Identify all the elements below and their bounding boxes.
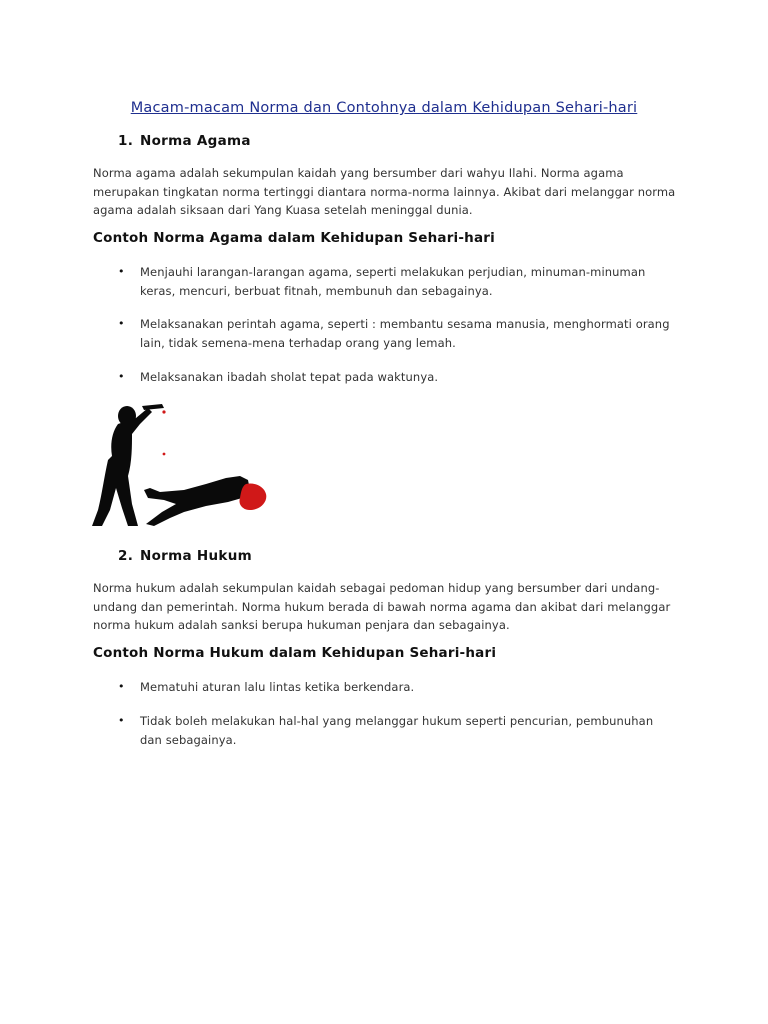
list-item: [118, 315, 678, 352]
paragraph-line: undang dan pemerintah. Norma hukum berada di bawah norma agama dan akibat dari melanggar: [93, 599, 671, 614]
bullet-icon: •: [118, 317, 125, 330]
list-item: [118, 678, 678, 697]
subheading-contoh-norma-agama: Contoh Norma Agama dalam Kehidupan Sehari-hari: [93, 230, 495, 246]
list-item-line: Melaksanakan perintah agama, seperti : membantu sesama manusia, menghormati orang: [140, 317, 670, 331]
section-number: 1.: [118, 133, 134, 149]
blood-splatter-icon: [239, 483, 266, 510]
list-item-line: keras, mencuri, berbuat fitnah, membunuh dan sebagainya.: [140, 283, 493, 298]
subheading-contoh-norma-hukum: Contoh Norma Hukum dalam Kehidupan Sehari-hari: [93, 645, 497, 661]
section-heading-text: Norma Agama: [140, 133, 251, 149]
list-item-line: lain, tidak semena-mena terhadap orang yang lemah.: [140, 335, 456, 350]
bullet-icon: •: [118, 714, 125, 727]
list-item-line: Tidak boleh melakukan hal-hal yang melanggar hukum seperti pencurian, pembunuhan: [140, 714, 654, 728]
paragraph-norma-hukum: [93, 579, 683, 635]
list-item: [118, 263, 678, 300]
silhouette-illustration: [88, 398, 278, 534]
standing-figure-icon: [92, 404, 164, 526]
paragraph-line: agama adalah siksaan dari Yang Kuasa setelah meninggal dunia.: [93, 203, 473, 217]
bullet-icon: •: [118, 370, 125, 383]
list-item-line: Mematuhi aturan lalu lintas ketika berkendara.: [140, 680, 415, 694]
bullet-icon: •: [118, 680, 125, 693]
lying-figure-icon: [144, 476, 250, 526]
bullet-icon: •: [118, 265, 125, 278]
section-heading-norma-agama: [118, 133, 251, 149]
section-heading-norma-hukum: [118, 548, 252, 564]
paragraph-norma-agama: [93, 164, 683, 220]
list-item: [118, 712, 678, 749]
section-number: 2.: [118, 548, 134, 564]
list-item: [118, 368, 678, 387]
list-item-line: Melaksanakan ibadah sholat tepat pada waktunya.: [140, 370, 439, 384]
paragraph-line: norma hukum adalah sanksi berupa hukuman penjara dan sebagainya.: [93, 618, 510, 632]
list-item-line: dan sebagainya.: [140, 732, 237, 747]
paragraph-line: merupakan tingkatan norma tertinggi diantara norma-norma lainnya. Akibat dari melanggar norma: [93, 184, 676, 199]
section-heading-text: Norma Hukum: [140, 548, 252, 564]
paragraph-line: Norma hukum adalah sekumpulan kaidah sebagai pedoman hidup yang bersumber dari undang-: [93, 581, 660, 595]
list-item-line: Menjauhi larangan-larangan agama, seperti melakukan perjudian, minuman-minuman: [140, 265, 646, 279]
page-title: Macam-macam Norma dan Contohnya dalam Kehidupan Sehari-hari: [130, 100, 638, 116]
paragraph-line: Norma agama adalah sekumpulan kaidah yang bersumber dari wahyu Ilahi. Norma agama: [93, 166, 624, 180]
